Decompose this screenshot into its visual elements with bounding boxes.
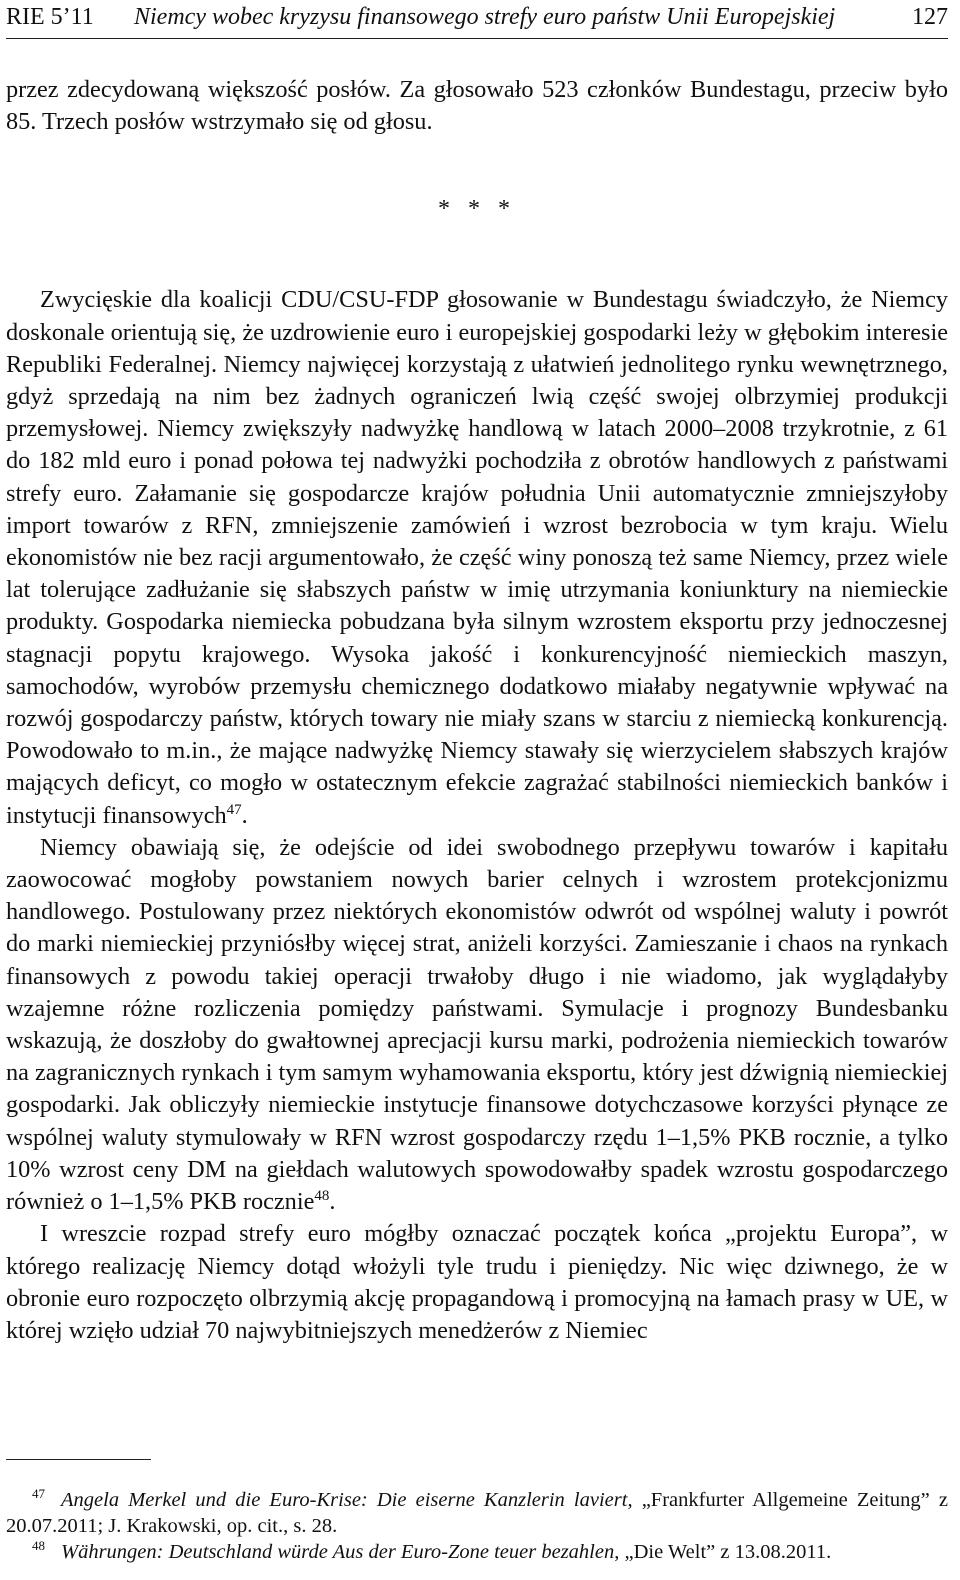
running-title: Niemcy wobec kryzysu finansowego strefy euro państw Unii Europejskiej (134, 4, 836, 30)
footnote-47 (6, 1487, 948, 1539)
footnote-48 (6, 1539, 948, 1565)
paragraph-end: . (241, 801, 248, 829)
journal-issue: RIE 5’11 (6, 4, 94, 30)
footnote-citation: , „Frankfurter Allgemeine Zeitung” z 20.07.2011; J. Krakowski, op. cit., s. 28. (6, 1489, 948, 1537)
paragraph-text: Niemcy obawiają się, że odejście od idei swobodnego przepływu towarów i kapitału zaowocować mogłoby powstaniem nowych barier celnych i wzrostem protekcjonizmu handlowego. Postulowany przez niektórych ekonomistów odwrót od wspólnej waluty i powrót do marki niemieckiej przyniósłby więcej strat, aniżeli korzyści. Zamieszanie i chaos na rynkach finansowych z powodu takiej operacji trwałoby długo i nie wiadomo, jak wyglądałyby wzajemne różne rozliczenia pomiędzy państwami. Symulacje i prognozy Bundesbanku wskazują, że doszłoby do gwałtownej aprecjacji kursu marki, podrożenia niemieckich towarów na zagranicznych rynkach i tym samym wyhamowania eksportu, który jest dźwignią niemieckiej gospodarki. Jak obliczyły niemieckie instytucje finansowe dotychczasowe korzyści płynące ze wspólnej waluty stymulowały w RFN wzrost gospodarczy rzędu 1–1,5% PKB rocznie, a tylko 10% wzrost ceny DM na giełdach walutowych spowodowałby spadek wzrostu gospodarczego również o 1–1,5% PKB rocznie (6, 833, 948, 1216)
body-text (6, 74, 948, 1347)
running-header (6, 0, 948, 39)
paragraph-project-europe: I wreszcie rozpad strefy euro mógłby oznaczać początek końca „projektu Europa”, w którego realizację Niemcy dotąd włożyli tyle trudu i pieniędzy. Nic więc dziwnego, że w obronie euro rozpoczęto olbrzymią akcję propagandową i promocyjną na łamach prasy w UE, w której wzięło udział 70 najwybitniejszych menedżerów z Niemiec (6, 1220, 948, 1344)
footnote-number: 47 (32, 1486, 45, 1502)
footnote-ref-48[interactable]: 48 (314, 1188, 330, 1204)
footnote-number: 48 (32, 1538, 45, 1554)
footnote-divider (6, 1459, 151, 1460)
paragraph-continued: przez zdecydowaną większość posłów. Za głosowało 523 członków Bundestagu, przeciw było 85. Trzech posłów wstrzymało się od głosu. (6, 76, 948, 136)
section-separator: * * * (438, 196, 516, 223)
footnotes (6, 1487, 948, 1565)
page-number: 127 (912, 4, 948, 30)
paragraph-currency-fears (6, 832, 948, 1218)
paragraph-text: Zwycięskie dla koalicji CDU/CSU-FDP głosowanie w Bundestagu świadczyło, że Niemcy doskonale orientują się, że uzdrowienie euro i europejskiej gospodarki leży w głębokim interesie Republiki Federalnej. Niemcy najwięcej korzystają z ułatwień jednolitego rynku wewnętrznego, gdyż sprzedają na nim bez żadnych ograniczeń lwią część swojej olbrzymiej produkcji przemysłowej. Niemcy zwiększyły nadwyżkę handlową w latach 2000–2008 trzykrotnie, z 61 do 182 mld euro i ponad połowa tej nadwyżki pochodziła z obrotów handlowych z państwami strefy euro. Załamanie się gospodarcze krajów południa Unii automatycznie zmniejszyłoby import towarów z RFN, zmniejszenie zamówień i wzrost bezrobocia w tym kraju. Wielu ekonomistów nie bez racji argumentowało, że część winy ponoszą też same Niemcy, przez wiele lat tolerujące zadłużanie się słabszych państw w imię utrzymania koniunktury na niemieckie produkty. Gospodarka niemiecka pobudzana była silnym wzrostem eksportu przy jednoczesnej stagnacji popytu krajowego. Wysoka jakość i konkurencyjność niemieckich maszyn, samochodów, wyrobów przemysłu chemicznego dodatkowo miałaby negatywnie wpływać na rozwój gospodarczy państw, których towary nie miały szans w starciu z niemiecką konkurencją. Powodowało to m.in., że mające nadwyżkę Niemcy stawały się wierzycielem słabszych krajów mających deficyt, co mogło w ostatecznym efekcie zagrażać stabilności niemieckich banków i instytucji finansowych (6, 286, 948, 829)
footnote-title: Angela Merkel und die Euro-Krise: Die eiserne Kanzlerin laviert (61, 1489, 628, 1511)
document-page (6, 0, 948, 1580)
footnote-ref-47[interactable]: 47 (226, 801, 242, 818)
footnote-title: Währungen: Deutschland würde Aus der Euro-Zone teuer bezahlen (61, 1541, 615, 1563)
paragraph-end: . (329, 1188, 336, 1216)
footnote-citation: , „Die Welt” z 13.08.2011. (614, 1541, 832, 1563)
paragraph-coalition-vote (6, 284, 948, 831)
